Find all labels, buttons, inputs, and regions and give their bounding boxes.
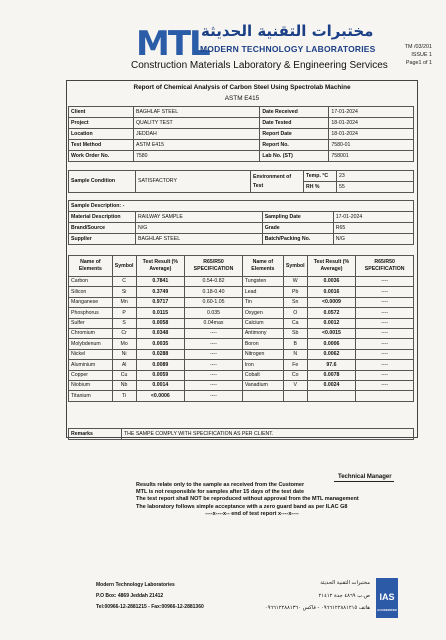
test-result: 0.0348 — [136, 328, 185, 338]
element-symbol: Fe — [283, 360, 307, 370]
info-row — [69, 129, 414, 140]
element-symbol: Pb — [283, 287, 307, 297]
specification: ---- — [356, 380, 414, 390]
chem-row — [69, 360, 414, 370]
report-notes — [136, 482, 368, 518]
chem-column-header: Test Result (% Average) — [307, 256, 356, 277]
element-name: Vanadium — [242, 380, 283, 390]
test-result: 0.0078 — [307, 370, 356, 380]
chem-row — [69, 391, 414, 401]
element-symbol: Sb — [283, 328, 307, 338]
info-value: JEDDAH — [134, 129, 260, 140]
test-result: 0.0014 — [136, 380, 185, 390]
specification: ---- — [185, 360, 243, 370]
test-result: 0.0062 — [307, 349, 356, 359]
note-line: MTL is not responsible for samples after 15 days of the test date — [136, 489, 304, 496]
test-result: 0.0036 — [307, 277, 356, 287]
sample-table — [68, 200, 414, 245]
test-result: 0.0024 — [307, 380, 356, 390]
element-symbol: S — [112, 318, 136, 328]
environment-label: Environment of Test — [251, 171, 304, 193]
element-symbol: Cu — [112, 370, 136, 380]
footer-arabic-pobox: ص.ب ٤٨٦٩ جدة ٢١٤١٢ — [318, 593, 370, 599]
element-symbol: Ti — [112, 391, 136, 401]
specification: 0.60-1.05 — [185, 297, 243, 307]
element-symbol: B — [283, 339, 307, 349]
info-label: Work Order No. — [69, 151, 134, 162]
element-name: Nitrogen — [242, 349, 283, 359]
test-result: 97.6 — [307, 360, 356, 370]
element-symbol: Cr — [112, 328, 136, 338]
form-reference — [405, 43, 432, 67]
temperature-value: 23 — [337, 171, 414, 182]
info-row — [69, 151, 414, 162]
chem-row — [69, 380, 414, 390]
sample-condition-label: Sample Condition — [69, 171, 136, 193]
chemical-analysis-table — [68, 255, 414, 402]
issue-number: ISSUE 1 — [411, 52, 432, 58]
test-result: 0.0012 — [307, 318, 356, 328]
element-name: Oxygen — [242, 308, 283, 318]
ias-logo-subtext: ACCREDITED — [377, 608, 397, 612]
info-label: Lab No. (ST) — [260, 151, 329, 162]
report-standard: ASTM E415 — [224, 95, 260, 102]
footer-company: Modern Technology Laboratories — [96, 582, 175, 588]
note-line: The test report shall NOT be reproduced without approval from the MTL management — [136, 496, 359, 503]
test-result: 0.9717 — [136, 297, 185, 307]
info-value: 7580 — [134, 151, 260, 162]
footer-arabic-company: مختبرات التقنية الحديثة — [320, 580, 370, 586]
info-value: 18-01-2024 — [329, 118, 414, 129]
info-row — [69, 107, 414, 118]
note-line: Results relate only to the sample as received from the Customer — [136, 482, 305, 488]
element-name: Cobalt — [242, 370, 283, 380]
test-result: 0.7841 — [136, 277, 185, 287]
info-label: Date Received — [260, 107, 329, 118]
chem-row — [69, 297, 414, 307]
specification: 0.04max — [185, 318, 243, 328]
test-result: 0.0059 — [136, 370, 185, 380]
footer-arabic-tel: هاتف ٠٩٦٦١٢٢٨٨١٢١٥ - فاكس ٠٩٦٦١٢٢٨٨١٣٦٠ — [264, 605, 370, 611]
info-label: Report Date — [260, 129, 329, 140]
chem-column-header: Name of Elements — [69, 256, 113, 277]
chem-column-header: Symbol — [112, 256, 136, 277]
info-value: 758001 — [329, 151, 414, 162]
remarks-table — [68, 428, 414, 440]
info-row — [69, 140, 414, 151]
sample-label: Grade — [262, 223, 333, 234]
info-label: Location — [69, 129, 134, 140]
note-line: The laboratory follows simple acceptance with a zero guard band as per ILAC G8 — [136, 503, 348, 510]
element-name: Lead — [242, 287, 283, 297]
element-name: Carbon — [69, 277, 113, 287]
element-name: Chromium — [69, 328, 113, 338]
chem-row — [69, 328, 414, 338]
sample-row — [69, 234, 414, 245]
environment-table — [68, 170, 414, 193]
specification: ---- — [185, 328, 243, 338]
element-name: Titanium — [69, 391, 113, 401]
specification: ---- — [356, 297, 414, 307]
chem-row — [69, 287, 414, 297]
sample-label: Brand/Source — [69, 223, 136, 234]
chem-row — [69, 277, 414, 287]
end-of-report: ----x----x-- end of test report x----x---- — [205, 510, 299, 517]
info-value: BAGHLAF STEEL — [134, 107, 260, 118]
remarks-text: THE SAMPE COMPLY WITH SPECIFICATION AS PER CLIENT. — [122, 429, 414, 440]
chem-row — [69, 318, 414, 328]
specification: ---- — [185, 339, 243, 349]
test-result: 0.3749 — [136, 287, 185, 297]
element-symbol — [283, 391, 307, 401]
specification: ---- — [185, 349, 243, 359]
footer-tel: Tel:00966-12-2881215 - Fax:00966-12-2881360 — [96, 604, 204, 610]
chem-column-header: R65/R50 SPECIFICATION — [185, 256, 243, 277]
sample-value: 17-01-2024 — [333, 212, 413, 223]
chem-row — [69, 370, 414, 380]
sample-label: Sampling Date — [262, 212, 333, 223]
element-name: Iron — [242, 360, 283, 370]
info-label: Client — [69, 107, 134, 118]
element-name: Silicon — [69, 287, 113, 297]
sample-value: N/G — [333, 234, 413, 245]
info-label: Date Tested — [260, 118, 329, 129]
info-value: 18-01-2024 — [329, 129, 414, 140]
element-name: Niobium — [69, 380, 113, 390]
element-name: Tin — [242, 297, 283, 307]
test-result: 0.0288 — [136, 349, 185, 359]
info-value: ASTM E415 — [134, 140, 260, 151]
info-label: Project — [69, 118, 134, 129]
element-symbol: Mo — [112, 339, 136, 349]
specification: 0.035 — [185, 308, 243, 318]
specification: ---- — [185, 391, 243, 401]
element-name: Aluminium — [69, 360, 113, 370]
element-name: Molybdenum — [69, 339, 113, 349]
test-result: 0.0115 — [136, 308, 185, 318]
specification: ---- — [185, 380, 243, 390]
chem-column-header: Test Result (% Average) — [136, 256, 185, 277]
specification — [356, 391, 414, 401]
sample-label: Supplier — [69, 234, 136, 245]
sample-row — [69, 223, 414, 234]
temperature-label: Temp. °C — [304, 171, 337, 182]
services-tagline: Construction Materials Laboratory & Engineering Services — [131, 60, 388, 71]
chem-column-header: Symbol — [283, 256, 307, 277]
specification: 0.54-0.82 — [185, 277, 243, 287]
specification: ---- — [356, 287, 414, 297]
test-result: 0.0572 — [307, 308, 356, 318]
element-name — [242, 391, 283, 401]
element-symbol: N — [283, 349, 307, 359]
remarks-label: Remarks — [69, 429, 122, 440]
sample-description-label: Sample Description: - — [69, 201, 414, 212]
logo-english-name: MODERN TECHNOLOGY LABORATORIES — [200, 44, 376, 54]
element-symbol: Si — [112, 287, 136, 297]
element-symbol: Ca — [283, 318, 307, 328]
form-ref-code: TM /03/201 — [404, 44, 432, 50]
info-value: 17-01-2024 — [329, 107, 414, 118]
test-result: 0.0006 — [307, 339, 356, 349]
element-symbol: W — [283, 277, 307, 287]
specification: ---- — [356, 328, 414, 338]
sample-value: BAGHLAF STEEL — [136, 234, 263, 245]
report-info-table — [68, 106, 414, 162]
element-symbol: Co — [283, 370, 307, 380]
specification: ---- — [356, 360, 414, 370]
chem-column-header: Name of Elements — [242, 256, 283, 277]
specification: ---- — [356, 308, 414, 318]
footer-contact — [96, 580, 204, 613]
element-symbol: V — [283, 380, 307, 390]
mtl-logo: MTL — [136, 24, 209, 64]
element-name: Boron — [242, 339, 283, 349]
element-name: Nickel — [69, 349, 113, 359]
info-value: QUALITY TEST — [134, 118, 260, 129]
info-value: 7580-01 — [329, 140, 414, 151]
ias-accreditation-logo — [376, 578, 398, 618]
test-result: <0.0009 — [307, 297, 356, 307]
info-label: Test Method — [69, 140, 134, 151]
sample-label: Material Description — [69, 212, 136, 223]
element-name: Copper — [69, 370, 113, 380]
test-result: <0.0015 — [307, 328, 356, 338]
page-count: Page1 of 1 — [405, 60, 432, 66]
test-result: 0.0016 — [307, 287, 356, 297]
specification: ---- — [356, 277, 414, 287]
sample-condition-value: SATISFACTORY — [136, 171, 251, 193]
test-result: <0.0006 — [136, 391, 185, 401]
specification: ---- — [356, 370, 414, 380]
element-name: Tungsten — [242, 277, 283, 287]
element-symbol: Al — [112, 360, 136, 370]
test-result: 0.0089 — [136, 360, 185, 370]
footer-pobox: P.O Box: 4869 Jeddah 21412 — [96, 593, 164, 599]
specification: ---- — [356, 318, 414, 328]
specification: ---- — [185, 370, 243, 380]
element-name: Phosphorus — [69, 308, 113, 318]
sample-value: RAILWAY SAMPLE — [136, 212, 263, 223]
specification: ---- — [356, 339, 414, 349]
chem-row — [69, 308, 414, 318]
element-name: Antimony — [242, 328, 283, 338]
ias-logo-text: IAS — [379, 592, 395, 602]
element-symbol: O — [283, 308, 307, 318]
test-result — [307, 391, 356, 401]
rh-label: RH % — [304, 182, 337, 193]
chem-column-header: R65/R50 SPECIFICATION — [356, 256, 414, 277]
technical-manager-label: Technical Manager — [338, 474, 392, 480]
element-name: Manganese — [69, 297, 113, 307]
rh-value: 55 — [337, 182, 414, 193]
element-symbol: Mn — [112, 297, 136, 307]
element-symbol: Nb — [112, 380, 136, 390]
report-title: Report of Chemical Analysis of Carbon Steel Using Spectrolab Machine — [133, 84, 351, 91]
specification: 0.18-0.40 — [185, 287, 243, 297]
info-row — [69, 118, 414, 129]
sample-label: Batch/Packing No. — [262, 234, 333, 245]
sample-value: R65 — [333, 223, 413, 234]
element-name: Calcium — [242, 318, 283, 328]
sample-row — [69, 212, 414, 223]
chem-row — [69, 349, 414, 359]
test-result: 0.0035 — [136, 339, 185, 349]
element-symbol: Ni — [112, 349, 136, 359]
element-symbol: C — [112, 277, 136, 287]
logo-arabic-name: مختبرات التقنية الحديثة — [201, 22, 374, 40]
test-result: 0.0058 — [136, 318, 185, 328]
specification: ---- — [356, 349, 414, 359]
element-symbol: Sn — [283, 297, 307, 307]
chem-row — [69, 339, 414, 349]
sample-value: N/G — [136, 223, 263, 234]
info-label: Report No. — [260, 140, 329, 151]
element-symbol: P — [112, 308, 136, 318]
element-name: Sulfer — [69, 318, 113, 328]
